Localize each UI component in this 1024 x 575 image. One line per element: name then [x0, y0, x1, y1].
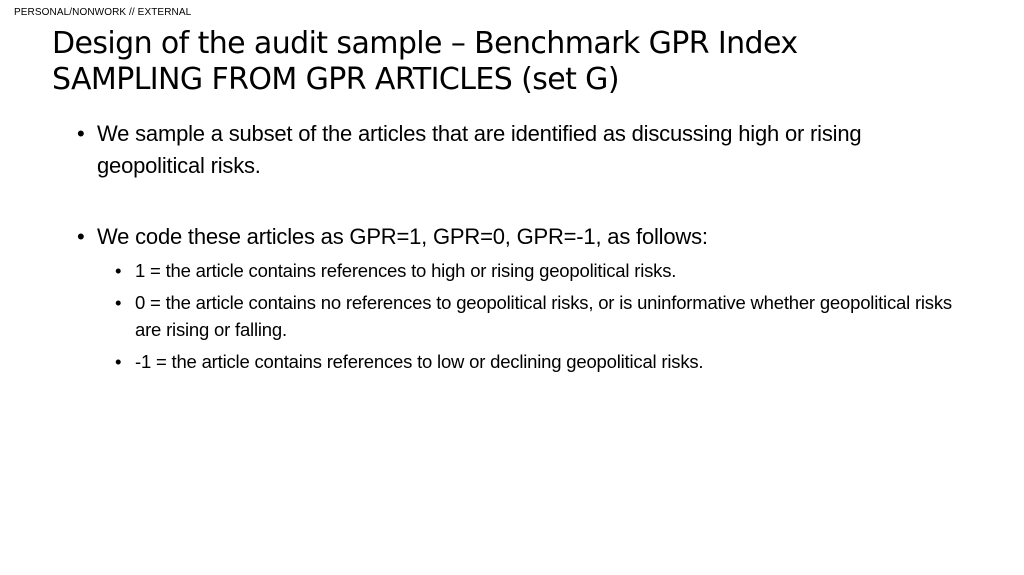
sub-bullet-gpr-plus-one [115, 257, 957, 284]
sub-bullet-gpr-minus-one [115, 348, 957, 375]
bullet-dot-icon: • [115, 351, 122, 372]
sub-bullet-list [97, 257, 957, 375]
sub-bullet-text: 1 = the article contains references to high or rising geopolitical risks. [135, 260, 677, 281]
bullet-dot-icon: • [77, 121, 85, 146]
bullet-item-sampling [77, 118, 957, 182]
bullet-text: We sample a subset of the articles that are identified as discussing high or rising geopolitical risks. [97, 121, 862, 178]
bullet-dot-icon: • [115, 292, 122, 313]
sub-bullet-gpr-zero [115, 289, 957, 343]
slide-title-line-1: Design of the audit sample – Benchmark GPR Index [52, 26, 798, 61]
bullet-list [77, 118, 957, 380]
sub-bullet-text: -1 = the article contains references to low or declining geopolitical risks. [135, 351, 704, 372]
bullet-dot-icon: • [115, 260, 122, 281]
classification-label: PERSONAL/NONWORK // EXTERNAL [14, 7, 192, 18]
sub-bullet-text: 0 = the article contains no references to geopolitical risks, or is uninformative whether geopolitical risks are rising or falling. [135, 292, 952, 340]
bullet-item-coding [77, 221, 957, 375]
bullet-dot-icon: • [77, 224, 85, 249]
bullet-text: We code these articles as GPR=1, GPR=0, GPR=-1, as follows: [97, 224, 708, 249]
slide-title-line-2: SAMPLING FROM GPR ARTICLES (set G) [52, 62, 619, 97]
slide-title [52, 26, 992, 98]
